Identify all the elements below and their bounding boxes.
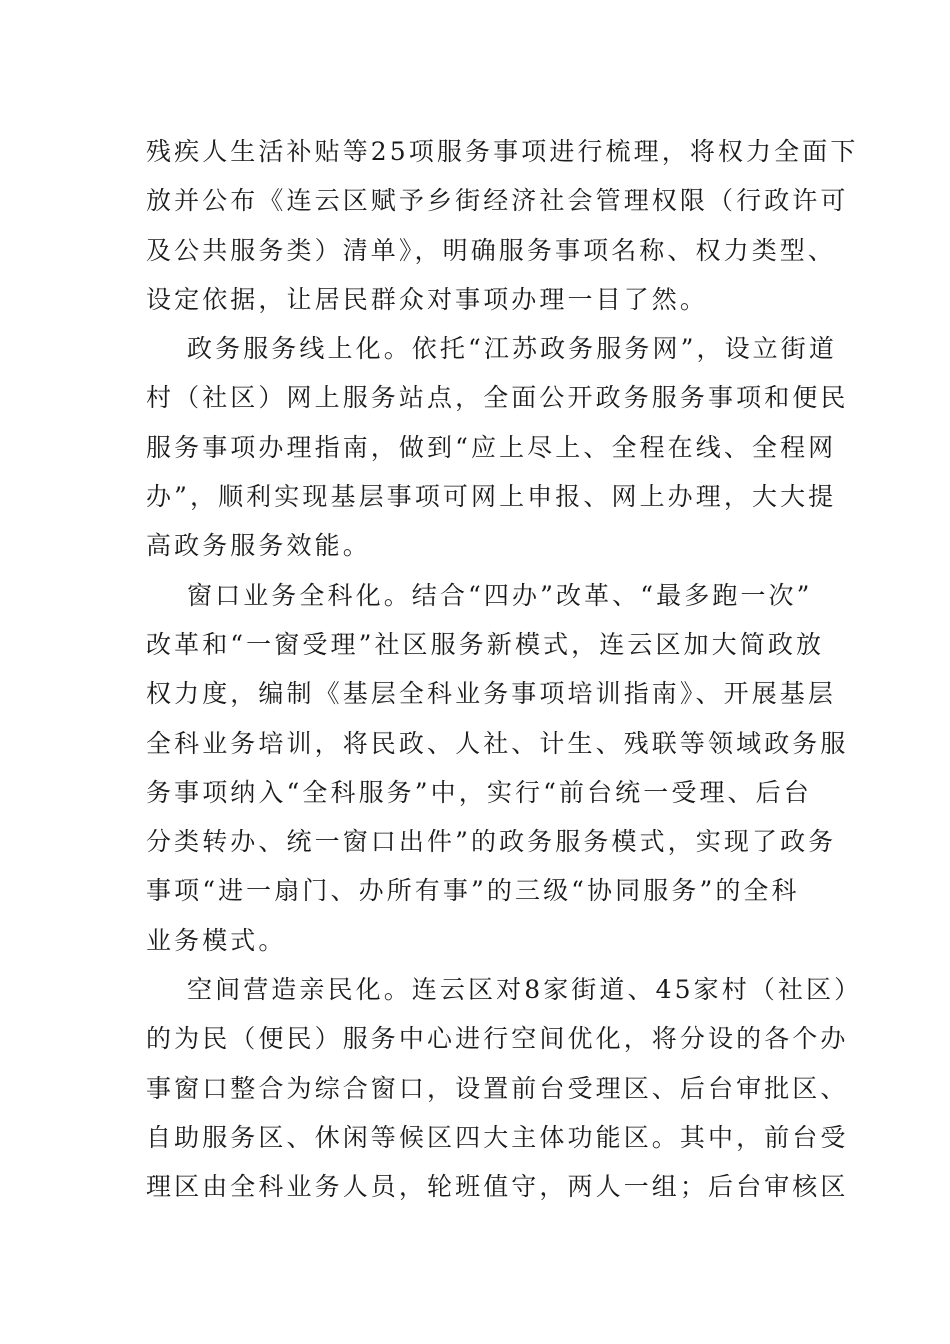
- text-line: 放并公布《连云区赋予乡街经济社会管理权限（行政许可: [146, 186, 849, 216]
- text-line: 业务模式。: [146, 925, 287, 955]
- text-line: 设定依据，让居民群众对事项办理一目了然。: [146, 284, 709, 314]
- text-line: 权力度，编制《基层全科业务事项培训指南》、开展基层: [146, 679, 837, 709]
- text-line: 办”，顺利实现基层事项可网上申报、网上办理，大大提: [146, 482, 837, 512]
- text-line: 的为民（便民）服务中心进行空间优化，将分设的各个办: [146, 1024, 849, 1054]
- text-line: 事项“进一扇门、办所有事”的三级“协同服务”的全科: [146, 876, 800, 906]
- text-line: 务事项纳入“全科服务”中，实行“前台统一受理、后台: [146, 777, 812, 807]
- text-line: 自助服务区、休闲等候区四大主体功能区。其中，前台受: [146, 1122, 849, 1152]
- paragraph-heading-line: 政务服务线上化。依托“江苏政务服务网”，设立街道: [187, 334, 837, 364]
- paragraph-heading-line: 窗口业务全科化。结合“四办”改革、“最多跑一次”: [187, 580, 813, 610]
- text-line: 村（社区）网上服务站点，全面公开政务服务事项和便民: [146, 383, 849, 413]
- text-line: 分类转办、统一窗口出件”的政务服务模式，实现了政务: [146, 827, 837, 857]
- text-line: 事窗口整合为综合窗口，设置前台受理区、后台审批区、: [146, 1073, 849, 1103]
- text-line: 理区由全科业务人员，轮班值守，两人一组；后台审核区: [146, 1172, 849, 1202]
- text-line: 残疾人生活补贴等25项服务事项进行梳理，将权力全面下: [146, 137, 859, 166]
- text-line: 高政务服务效能。: [146, 531, 371, 561]
- text-line: 服务事项办理指南，做到“应上尽上、全程在线、全程网: [146, 432, 837, 462]
- text-line: 全科业务培训，将民政、人社、计生、残联等领域政务服: [146, 728, 849, 758]
- text-line: 改革和“一窗受理”社区服务新模式，连云区加大简政放: [146, 629, 825, 659]
- paragraph-heading-line: 空间营造亲民化。连云区对8家街道、45家村（社区）: [187, 975, 863, 1005]
- text-line: 及公共服务类）清单》，明确服务事项名称、权力类型、: [146, 235, 837, 265]
- body-text: [146, 127, 863, 1212]
